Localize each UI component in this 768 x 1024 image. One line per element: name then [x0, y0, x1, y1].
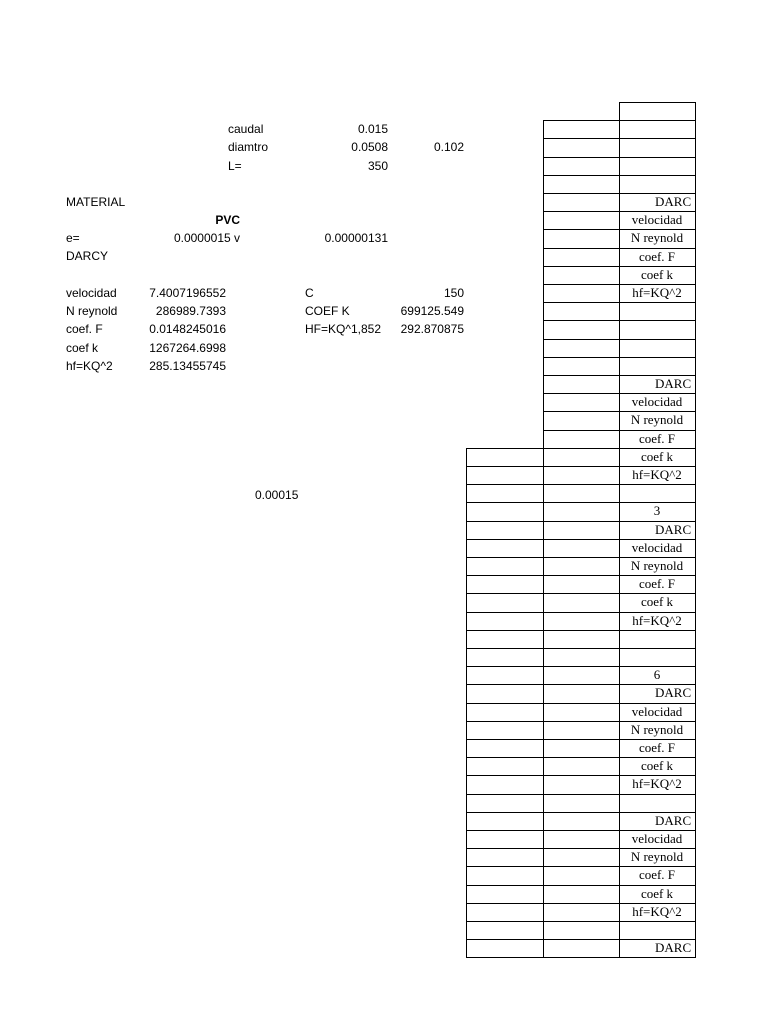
darcy-hf-label: hf=KQ^2 — [66, 359, 113, 373]
grid-label: velocidad — [631, 394, 683, 409]
grid-line — [466, 630, 696, 631]
grid-label: coef k — [640, 594, 674, 609]
e-label: e= — [66, 231, 80, 245]
darcy-reynold-label: N reynold — [66, 304, 118, 318]
hazen-coef-k-value: 699125.549 — [400, 304, 464, 318]
grid-label: DARC — [655, 194, 692, 209]
grid-line — [466, 794, 696, 795]
material-label: MATERIAL — [66, 195, 126, 209]
material-type: PVC — [215, 213, 240, 227]
hazen-c-label: C — [305, 286, 314, 300]
hazen-c-value: 150 — [443, 286, 464, 300]
darcy-velocidad-label: velocidad — [66, 286, 117, 300]
grid-line — [466, 957, 696, 958]
caudal-label: caudal — [228, 122, 264, 136]
grid-line — [695, 102, 696, 958]
darcy-velocidad-value: 7.4007196552 — [149, 286, 226, 300]
diametro-label: diamtro — [228, 140, 269, 154]
grid-label: N reynold — [630, 722, 684, 737]
grid-line — [466, 921, 696, 922]
grid-line — [466, 648, 696, 649]
grid-line — [543, 120, 544, 958]
method-label: DARCY — [66, 249, 109, 263]
grid-label: hf=KQ^2 — [632, 613, 682, 628]
grid-label: 3 — [653, 503, 661, 518]
grid-label: N reynold — [630, 558, 684, 573]
caudal-value: 0.015 — [357, 122, 388, 136]
e-value: 0.0000015 v — [173, 231, 240, 245]
length-value: 350 — [367, 159, 388, 173]
grid-label: 6 — [653, 667, 661, 682]
grid-label: hf=KQ^2 — [632, 776, 682, 791]
grid-line — [619, 102, 696, 103]
grid-label: hf=KQ^2 — [632, 904, 682, 919]
diametro-value: 0.0508 — [351, 140, 388, 154]
darcy-coef-f-value: 0.0148245016 — [149, 322, 226, 336]
grid-label: velocidad — [631, 540, 683, 555]
hazen-hf-value: 292.870875 — [400, 322, 464, 336]
grid-label: DARC — [655, 522, 692, 537]
grid-label: coef k — [640, 449, 674, 464]
grid-label: hf=KQ^2 — [632, 467, 682, 482]
grid-label: velocidad — [631, 212, 683, 227]
hazen-coef-k-label: COEF K — [305, 304, 350, 318]
grid-label: coef k — [640, 886, 674, 901]
grid-label: coef k — [640, 758, 674, 773]
grid-line — [466, 448, 467, 958]
grid-label: DARC — [655, 940, 692, 955]
grid-label: velocidad — [631, 704, 683, 719]
viscosity-value: 0.00000131 — [324, 231, 388, 245]
length-label: L= — [228, 159, 242, 173]
grid-label: DARC — [655, 376, 692, 391]
grid-label: coef. F — [638, 576, 676, 591]
darcy-reynold-value: 286989.7393 — [155, 304, 226, 318]
grid-label: coef k — [640, 267, 674, 282]
grid-label: coef. F — [638, 431, 676, 446]
darcy-coef-k-label: coef k — [66, 341, 99, 355]
grid-label: N reynold — [630, 412, 684, 427]
grid-label: DARC — [655, 813, 692, 828]
roughness-extra-value: 0.00015 — [255, 488, 299, 502]
grid-line — [466, 484, 696, 485]
grid-label: N reynold — [630, 849, 684, 864]
grid-label: DARC — [655, 685, 692, 700]
grid-label: coef. F — [638, 249, 676, 264]
grid-label: coef. F — [638, 867, 676, 882]
grid-label: N reynold — [630, 230, 684, 245]
darcy-hf-value: 285.13455745 — [149, 359, 226, 373]
grid-label: hf=KQ^2 — [632, 285, 682, 300]
diametro-extra-value: 0.102 — [433, 140, 464, 154]
darcy-coef-k-value: 1267264.6998 — [149, 341, 226, 355]
hazen-hf-label: HF=KQ^1,852 — [305, 322, 382, 336]
grid-label: coef. F — [638, 740, 676, 755]
darcy-coef-f-label: coef. F — [66, 322, 103, 336]
grid-label: velocidad — [631, 831, 683, 846]
